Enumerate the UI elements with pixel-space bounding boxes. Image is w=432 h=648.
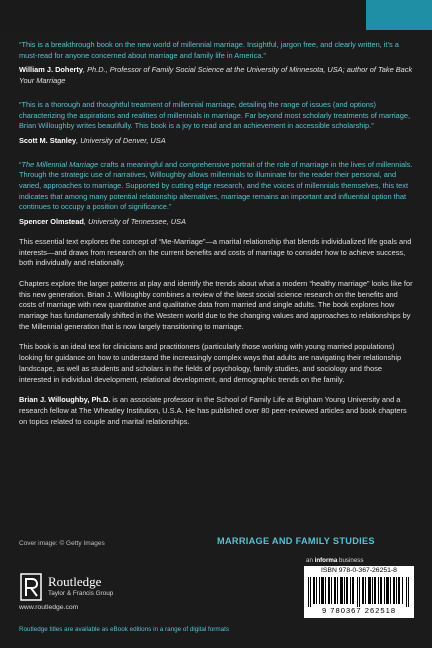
top-band-accent [366,0,432,30]
isbn-digits: 9 780367 262518 [321,606,397,615]
review-attribution-2 [19,136,415,147]
informa-post: business [337,557,364,564]
reviewer-name-3: Spencer Olmstead [19,217,84,227]
back-cover-content [19,40,415,437]
publisher-name: Routledge [48,574,102,589]
review-quote-3 [19,160,415,214]
reviewer-affiliation-1: , Ph.D., Professor of Family Social Science at the University of Minnesota, USA; author of [83,65,378,75]
description-paragraph-3: This book is an ideal text for clinicians and practitioners (particularly those working with young married populations) looking for guidance on how to understand the increasingly complex ways that adults are navigating their relationship landscape, as well as students and scholars in the fields of psychology, family studies, and sociology and those interested in individual development, relational development, and demographic trends on the family. [19,342,402,384]
reviewer-book-title-1: Take Back Your Marriage [19,65,413,86]
review-attribution-3 [19,217,415,228]
review-quote-3-text: crafts a meaningful and comprehensive portrait of the role of marriage in the lives of millennials. Through the strategic use of narratives, Willoughby allows millennials to illuminate for the reader their personal, and varied, approaches to marriage. Supported by cutting edge research, and the voices of millennials themselves, this text indicates that among many potential relationship alternatives, marriage remains an important and influential option that continues to occupy a position of significance.” [19,159,413,212]
reviewer-affiliation-3: , University of Tennessee, USA [83,217,186,227]
informa-brand: informa [314,557,338,564]
author-name: Brian J. Willoughby, Ph.D. [19,395,111,405]
isbn-label: ISBN 978-0-367-26251-8 [321,567,397,574]
description-paragraph-1: This essential text explores the concept of “Me-Marriage”—a marital relationship that blends individualized life goals and interests—and draws from research on the current benefits and costs of marriage to consider how to achieve success, both individually and relationally. [19,236,412,268]
informa-tagline [306,557,363,564]
quote-open-mark: “ [19,159,22,169]
informa-pre: an [306,557,315,564]
description-paragraph-2: Chapters explore the larger patterns at play and identify the trends about what a modern “healthy marriage” looks like for this new generation. Brian J. Willoughby combines a review of the latest social science research on the benefits and costs of marriage with new quantitative and qualitative data from married and single adults. The book explores how marriage has fundamentally shifted in the Western world due to the changing values and approaches to relationships by the Millennial generation that is now largely transitioning to marriage. [19,278,413,331]
barcode [304,566,414,618]
reviewer-affiliation-2: , University of Denver, USA [76,135,166,145]
quoted-book-title: The Millennial Marriage [21,159,99,169]
publisher-website[interactable]: www.routledge.com [19,604,79,611]
publisher-group: Taylor & Francis Group [48,590,114,597]
review-quote-2: “This is a thorough and thoughtful treatment of millennial marriage, detailing the range of issues (and options) characterizing the aspirations and realities of millennials in marriage. Far beyond most scholarly treatments of marriage, Brian Willoughby writes beautifully. This book is a joy to read and an achievement in accessible scholarship.” [19,99,411,131]
review-quote-1: “This is a breakthrough book on the new world of millennial marriage. Insightful, jargon free, and clearly written, it’s a must-read for anyone concerned about marriage and family life in America.” [19,40,399,60]
review-attribution-1 [19,65,415,86]
author-bio-text: is an associate professor in the School of Family Life at Brigham Young University and a research fellow at The Wheatley Institution, U.S.A. He has published over 80 peer-reviewed articles and book chapters on topics related to couple and marital relationships. [19,395,407,426]
routledge-logo-icon [19,572,43,602]
author-bio [19,395,415,427]
cover-image-credit: Cover image: © Getty Images [19,540,105,547]
barcode-icon [308,577,410,607]
top-band [0,0,432,32]
ebook-note: Routledge titles are available as eBook editions in a range of digital formats [19,626,230,633]
publisher-logo [19,572,179,602]
reviewer-name-2: Scott M. Stanley [19,135,77,145]
reviewer-name-1: William J. Doherty [19,65,84,75]
series-label: MARRIAGE AND FAMILY STUDIES [217,536,375,546]
